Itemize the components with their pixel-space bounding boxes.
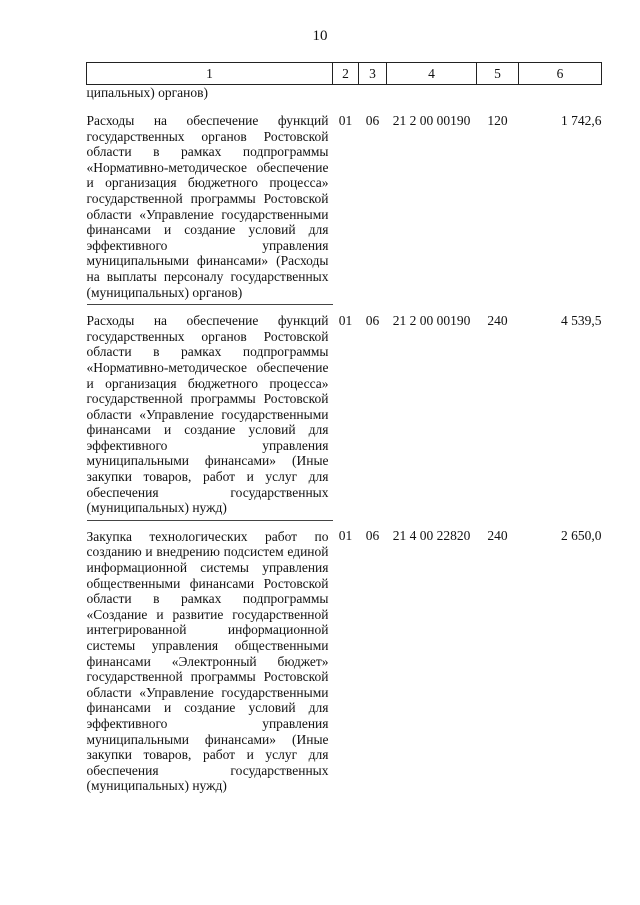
row-expense-type: 240: [487, 312, 508, 328]
budget-table: [86, 62, 602, 798]
table-row: [87, 520, 602, 798]
page-number: 10: [312, 28, 328, 44]
row-subsection-code: 06: [365, 528, 380, 544]
table-row: [87, 305, 602, 520]
row-amount: 2 650,0: [561, 528, 602, 544]
continuation-text: ципальных) органов): [86, 85, 208, 100]
row-amount: 1 742,6: [561, 113, 602, 128]
table-header-row: [87, 63, 602, 85]
column-header-2: 2: [333, 63, 359, 85]
column-header-3: 3: [359, 63, 387, 85]
row-expense-type: 240: [487, 528, 508, 544]
row-section-code: 01: [338, 528, 353, 544]
row-description: Расходы на обеспечение функций государственных органов Ростовской области в рамках подпрограммы «Нормативно-методическое обеспечение и организация бюджетного процесса» государственной программы Ростовской области «Управление государственными финансами и создание условий для эффективного управления муниципальными финансами» (Расходы на выплаты персоналу государственных (муниципальных) органов): [86, 113, 329, 300]
row-target-article: 21 4 00 22820: [392, 528, 471, 544]
column-header-5: 5: [477, 63, 519, 85]
row-description: Закупка технологических работ по созданию и внедрению подсистем единой информационной системы управления общественными финансами Ростовской области в рамках подпрограммы «Создание и развитие государственной интегрированной информационной системы управления общественными финансами «Электронный бюджет» государственной программы Ростовской области «Управление государственными финансами и создание условий для эффективного управления муниципальными финансами» (Иные закупки товаров, работ и услуг для обеспечения государственных (муниципальных) нужд): [86, 528, 329, 794]
row-subsection-code: 06: [365, 312, 380, 328]
column-header-4: 4: [387, 63, 477, 85]
column-header-6: 6: [519, 63, 602, 85]
continuation-row: [87, 85, 602, 106]
row-description: Расходы на обеспечение функций государственных органов Ростовской области в рамках подпрограммы «Нормативно-методическое обеспечение и организация бюджетного процесса» государственной программы Ростовской области «Управление государственными финансами и создание условий для эффективного управления муниципальными финансами» (Иные закупки товаров, работ и услуг для обеспечения государственных (муниципальных) нужд): [86, 313, 329, 516]
row-section-code: 01: [338, 113, 353, 128]
column-header-1: 1: [87, 63, 333, 85]
row-section-code: 01: [338, 312, 353, 328]
row-target-article: 21 2 00 00190: [392, 113, 471, 128]
row-target-article: 21 2 00 00190: [392, 312, 471, 328]
table-row: [87, 105, 602, 304]
row-expense-type: 120: [487, 113, 508, 128]
row-amount: 4 539,5: [561, 312, 602, 328]
row-subsection-code: 06: [365, 113, 380, 128]
